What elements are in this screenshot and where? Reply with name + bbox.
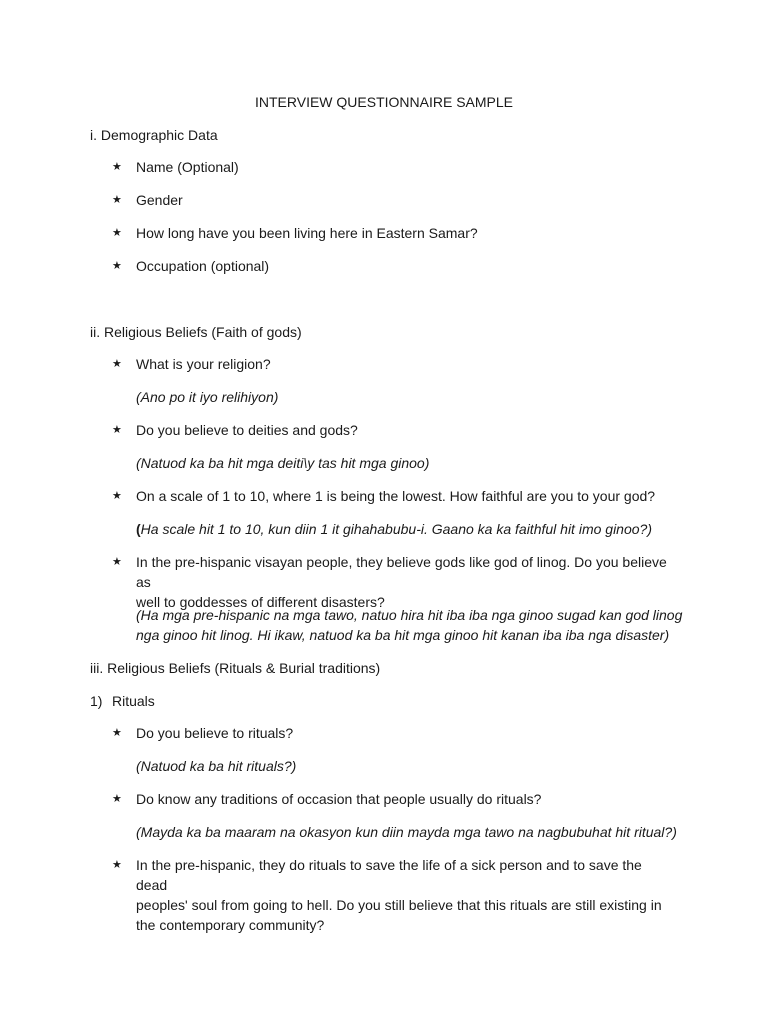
translation-line: nga ginoo hit linog. Hi ikaw, natuod ka ba hit mga ginoo hit kanan iba iba nga disaster) bbox=[136, 627, 670, 643]
star-icon: ★ bbox=[112, 727, 122, 739]
list-item-text: Name (Optional) bbox=[136, 159, 239, 175]
question-line: well to goddesses of different disasters? bbox=[136, 594, 385, 610]
question-line: In the pre-hispanic visayan people, they believe gods like god of linog. Do you believe as bbox=[136, 554, 667, 590]
question-text: Do know any traditions of occasion that people usually do rituals? bbox=[136, 791, 542, 807]
question-text: Do you believe to deities and gods? bbox=[136, 422, 358, 438]
star-icon: ★ bbox=[112, 260, 122, 272]
translation-body: Ha scale hit 1 to 10, kun diin 1 it gihahabubu-i. Gaano ka ka faithful hit imo ginoo?) bbox=[140, 521, 652, 537]
section-heading-faith: ii. Religious Beliefs (Faith of gods) bbox=[90, 324, 302, 340]
translation-line: (Ha mga pre-hispanic na mga tawo, natuo hira hit iba iba nga ginoo sugad kan god linog bbox=[136, 607, 683, 623]
section-heading-rituals: iii. Religious Beliefs (Rituals & Burial traditions) bbox=[90, 660, 381, 676]
star-icon: ★ bbox=[112, 227, 122, 239]
star-icon: ★ bbox=[112, 793, 122, 805]
question-text bbox=[136, 855, 676, 935]
question-text: Do you believe to rituals? bbox=[136, 725, 294, 741]
subheading-label: Rituals bbox=[112, 693, 155, 709]
star-icon: ★ bbox=[112, 490, 122, 502]
translation-text bbox=[136, 605, 696, 645]
question-text: What is your religion? bbox=[136, 356, 271, 372]
subheading-rituals bbox=[90, 692, 155, 710]
question-text bbox=[136, 552, 676, 612]
star-icon: ★ bbox=[112, 424, 122, 436]
list-item-text: Gender bbox=[136, 192, 183, 208]
question-text: On a scale of 1 to 10, where 1 is being the lowest. How faithful are you to your god? bbox=[136, 488, 656, 504]
translation-text: (Natuod ka ba hit mga deiti\y tas hit mga ginoo) bbox=[136, 455, 430, 471]
translation-text: (Mayda ka ba maaram na okasyon kun diin mayda mga tawo na nagbubuhat hit ritual?) bbox=[136, 824, 677, 840]
document-title: INTERVIEW QUESTIONNAIRE SAMPLE bbox=[254, 94, 513, 110]
translation-open-paren: ( bbox=[136, 521, 141, 537]
star-icon: ★ bbox=[112, 161, 122, 173]
translation-text bbox=[136, 519, 696, 539]
star-icon: ★ bbox=[112, 556, 122, 568]
subheading-number: 1) bbox=[90, 693, 103, 709]
question-line: In the pre-hispanic, they do rituals to save the life of a sick person and to save the dead bbox=[136, 857, 642, 893]
star-icon: ★ bbox=[112, 358, 122, 370]
section-heading-demographic: i. Demographic Data bbox=[90, 127, 218, 143]
translation-text: (Ano po it iyo relihiyon) bbox=[136, 389, 279, 405]
list-item-text: How long have you been living here in Eastern Samar? bbox=[136, 225, 478, 241]
star-icon: ★ bbox=[112, 194, 122, 206]
translation-text: (Natuod ka ba hit rituals?) bbox=[136, 758, 297, 774]
star-icon: ★ bbox=[112, 859, 122, 871]
list-item-text: Occupation (optional) bbox=[136, 258, 270, 274]
question-line: peoples' soul from going to hell. Do you still believe that this rituals are still existing in bbox=[136, 897, 662, 913]
question-line: the contemporary community? bbox=[136, 917, 325, 933]
